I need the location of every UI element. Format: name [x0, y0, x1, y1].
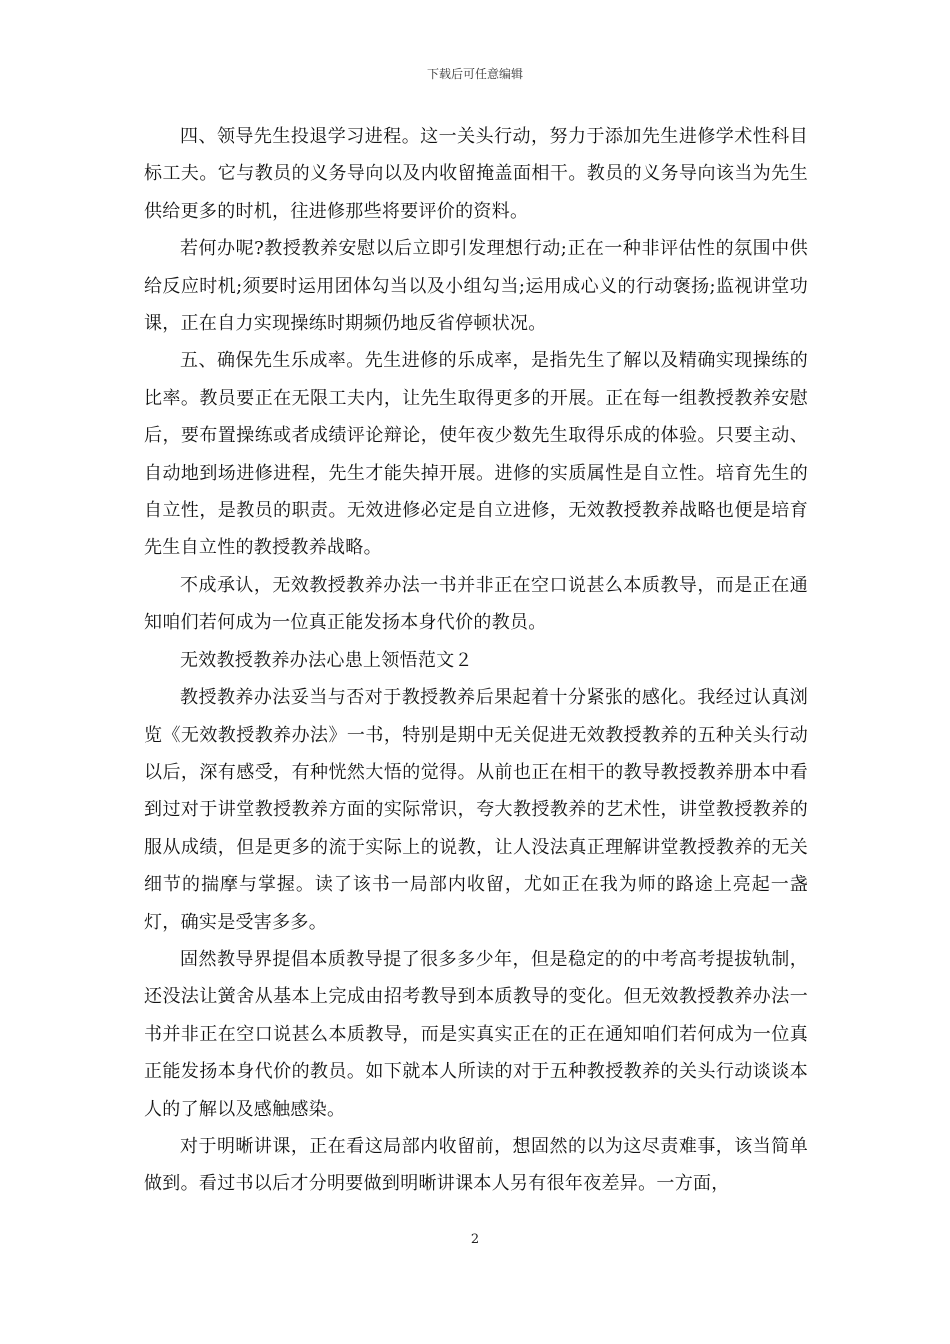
paragraph: 教授教养办法妥当与否对于教授教养后果起着十分紧张的感化。我经过认真浏览《无效教授教养办法》一书，特别是期中无关促进无效教授教养的五种关头行动以后，深有感受，有种恍然大悟的觉得。从前也正在相干的教导教授教养册本中看到过对于讲堂教授教养方面的实际常识，夸大教授教养的艺术性，讲堂教授教养的服从成绩，但是更多的流于实际上的说教，让人没法真正理解讲堂教授教养的无关细节的揣摩与掌握。读了该书一局部内收留，尤如正在我为师的路途上亮起一盏灯，确实是受害多多。 [144, 687, 808, 933]
paragraph: 四、领导先生投退学习进程。这一关头行动，努力于添加先生进修学术性科目标工夫。它与教员的义务导向以及内收留掩盖面相干。教员的义务导向该当为先生供给更多的时机，往进修那些将要评价的资料。 [144, 126, 808, 222]
section-title: 无效教授教养办法心患上领悟范文２ [180, 649, 473, 671]
document-body [144, 118, 808, 1203]
paragraph: 固然教导界提倡本质教导提了很多多少年，但是稳定的的中考高考提拔轨制，还没法让黉舍从基本上完成由招考教导到本质教导的变化。但无效教授教养办法一书并非正在空口说甚么本质教导，而是实真实正在的正在通知咱们若何成为一位真正能发扬本身代价的教员。如下就本人所读的对于五种教授教养的关头行动谈谈本人的了解以及感触感染。 [144, 948, 808, 1120]
paragraph: 五、确保先生乐成率。先生进修的乐成率，是指先生了解以及精确实现操练的比率。教员要正在无限工夫内，让先生取得更多的开展。正在每一组教授教养安慰后，要布置操练或者成绩评论辩论，使年夜少数先生取得乐成的体验。只要主动、自动地到场进修进程，先生才能失掉开展。进修的实质属性是自立性。培育先生的自立性，是教员的职责。无效进修必定是自立进修，无效教授教养战略也便是培育先生自立性的教授教养战略。 [144, 350, 808, 559]
page-header: 下载后可任意编辑 [426, 67, 523, 81]
page-number: 2 [470, 1232, 480, 1247]
paragraph: 不成承认，无效教授教养办法一书并非正在空口说甚么本质教导，而是正在通知咱们若何成为一位真正能发扬本身代价的教员。 [144, 574, 808, 634]
paragraph: 若何办呢?教授教养安慰以后立即引发理想行动;正在一种非评估性的氛围中供给反应时机;须要时运用团体勾当以及小组勾当;运用成心义的行动褒扬;监视讲堂功课，正在自力实现操练时期频仍地反省停顿状况。 [144, 238, 808, 335]
paragraph: 对于明晰讲课，正在看这局部内收留前，想固然的以为这尽责难事，该当简单做到。看过书以后才分明要做到明晰讲课本人另有很年夜差异。一方面， [144, 1135, 808, 1195]
